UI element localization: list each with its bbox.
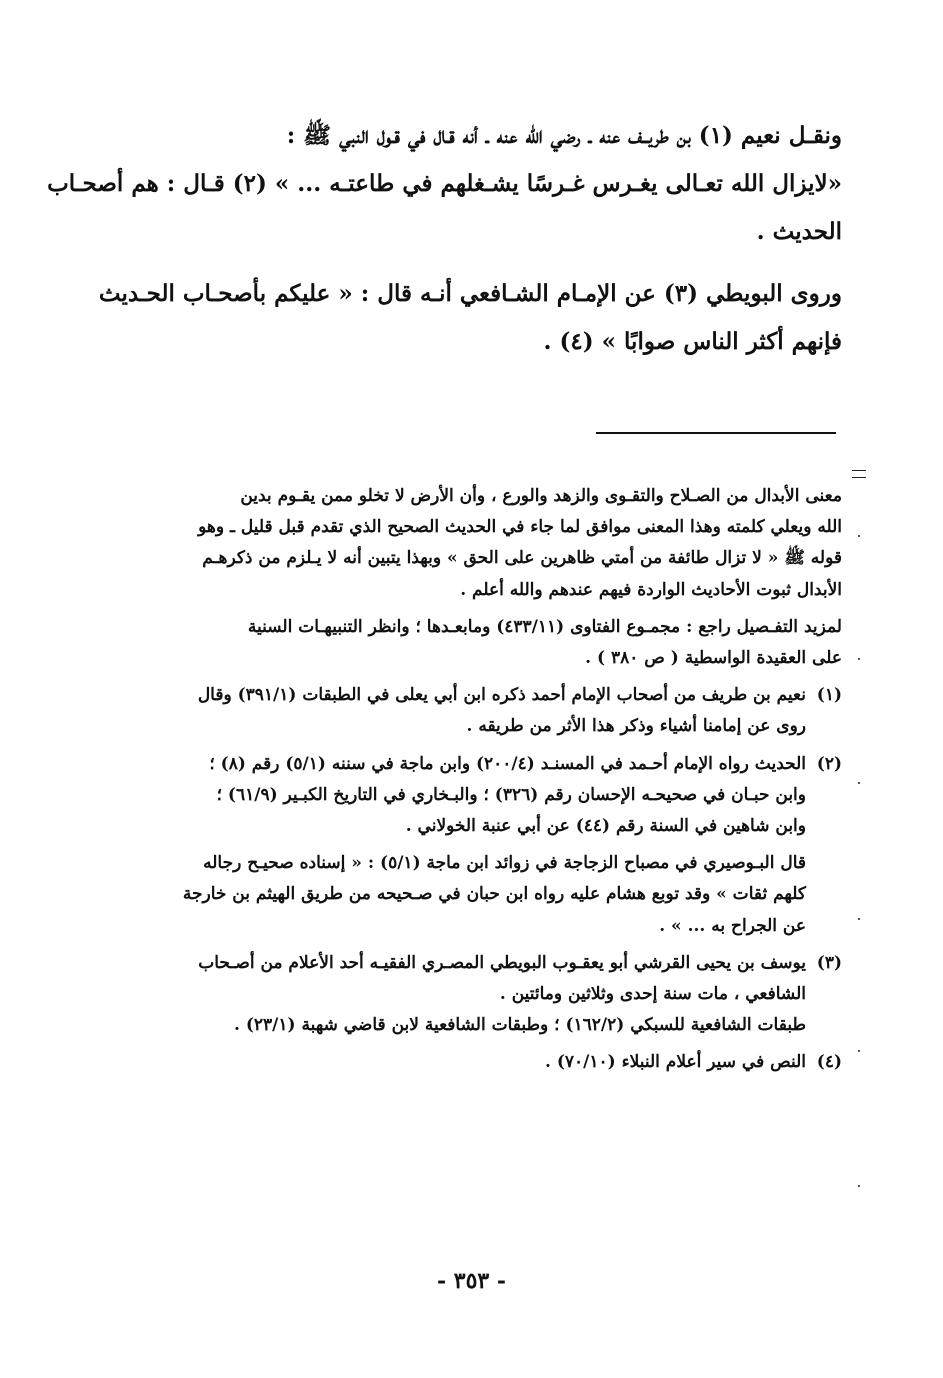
footnote-line: لمزيد التفـصيل راجع : مجمـوع الفتاوى (٤٣٣/١١) ومابعـدها ؛ وانظر التنبيهـات السنية (247, 616, 842, 637)
footnote-text: النص في سير أعلام النبلاء (٧٠/١٠) . (544, 1052, 806, 1073)
footnote-first-line (125, 948, 842, 979)
footnotes (125, 481, 842, 1085)
scan-speck (858, 658, 860, 660)
footnote-line: قوله ﷺ « لا تزال طائفة من أمتي ظاهرين على الحق » وبهذا يتبين أنه لا يـلزم من ذكرهـم (202, 548, 842, 569)
footnote-text: يوسف بن يحيى القرشي أبو يعقـوب البويطي المصـري الفقيـه أحد الأعلام من أصـحاب (198, 952, 806, 973)
footnote-line: قال البـوصيري في مصباح الزجاجة في زوائد ابن ماجة (٥/١) : « إسناده صحيـح رجاله (203, 853, 806, 874)
footnote-line: وابن شاهين في السنة رقم (٤٤) عن أبي عنبة الخولاني . (405, 816, 806, 837)
footnote-line: طبقات الشافعية للسبكي (١٦٢/٢) ؛ وطبقات الشافعية لابن قاضي شهبة (٢٣/١) . (234, 1015, 806, 1036)
footnote-first-line (125, 749, 842, 780)
scan-speck (858, 1185, 860, 1187)
footnote-number: (٢) (816, 753, 842, 774)
footnote-line: روى عن إمامنا أشياء وذكر هذا الأثر من طريقه . (466, 716, 806, 737)
footnote-text: نعيم بن طريف من أصحاب الإمام أحمد ذكره ابن أبي يعلى في الطبقات (٣٩١/١) وقال (197, 685, 806, 706)
footnote-number: (٤) (816, 1052, 842, 1073)
main-paragraph (98, 270, 842, 366)
footnote-line: على العقيدة الواسطية ( ص ٣٨٠ ) . (585, 648, 842, 669)
footnote-continuation-extra (125, 612, 842, 674)
footnote-4 (125, 1047, 842, 1078)
footnote-number: (٣) (816, 952, 842, 973)
footnote-line: معنى الأبدال من الصـلاح والتقـوى والزهد والورع ، وأن الأرض لا تخلو ممن يقـوم بدين (240, 486, 842, 506)
footnote-line: الله ويعلي كلمته وهذا المعنى موافق لما جاء في الحديث الصحيح الذي تقدم قبل قليل ـ وهو (198, 517, 842, 538)
scan-speck (858, 918, 860, 920)
margin-mark (852, 470, 866, 478)
footnote-continuation (125, 481, 842, 606)
text-line: «لايزال الله تعـالى يغـرس غـرسًا يشـغلهم في طاعتـه ... » (٢) قـال : هم أصحـاب (47, 170, 842, 197)
footnote-line: كلهم ثقات » وقد توبع هشام عليه رواه ابن حبان في صـحيحه من طريق الهيثم بن خارجة (182, 884, 806, 905)
scan-speck (858, 782, 860, 784)
main-paragraph (47, 112, 842, 256)
footnote-text: الحديث رواه الإمام أحـمد في المسنـد (٢٠٠/٤) وابن ماجة في سننه (٥/١) رقم (٨) ؛ (209, 753, 806, 774)
main-text (47, 112, 842, 380)
footnote-number: (١) (816, 685, 842, 706)
text-line: ونقـل نعيم (١) بن طريــف عنه ـ رضي الله عنه ـ أنه قـال في قـول النبي ﷺ : (286, 122, 842, 149)
footnote-first-line (125, 680, 842, 711)
footnote-2 (125, 749, 842, 843)
scan-speck (858, 1050, 860, 1052)
footnote-separator (596, 432, 836, 434)
footnote-line: الأبدال ثبوت الأحاديث الواردة فيهم عندهم والله أعلم . (460, 579, 842, 600)
footnote-line: عن الجراح به ... » . (659, 915, 806, 936)
footnote-2-extra (125, 848, 842, 942)
scan-speck (858, 535, 860, 537)
footnote-3 (125, 948, 842, 1042)
text-line: الحديث . (756, 218, 842, 245)
footnote-line: وابن حبـان في صحيحـه الإحسان رقم (٣٢٦) ؛ والبـخاري في التاريخ الكبـير (٦١/٩) ؛ (216, 784, 806, 805)
text-line: فإنهم أكثر الناس صوابًا » (٤) . (543, 328, 842, 355)
footnote-first-line (125, 1047, 842, 1078)
footnote-line: الشافعي ، مات سنة إحدى وثلاثين ومائتين . (499, 984, 806, 1005)
footnote-1 (125, 680, 842, 742)
text-line: وروى البويطي (٣) عن الإمـام الشـافعي أنـه قال : « عليكم بأصحـاب الحـديث (98, 280, 842, 307)
page-number: - ٣٥٣ - (436, 1268, 507, 1294)
